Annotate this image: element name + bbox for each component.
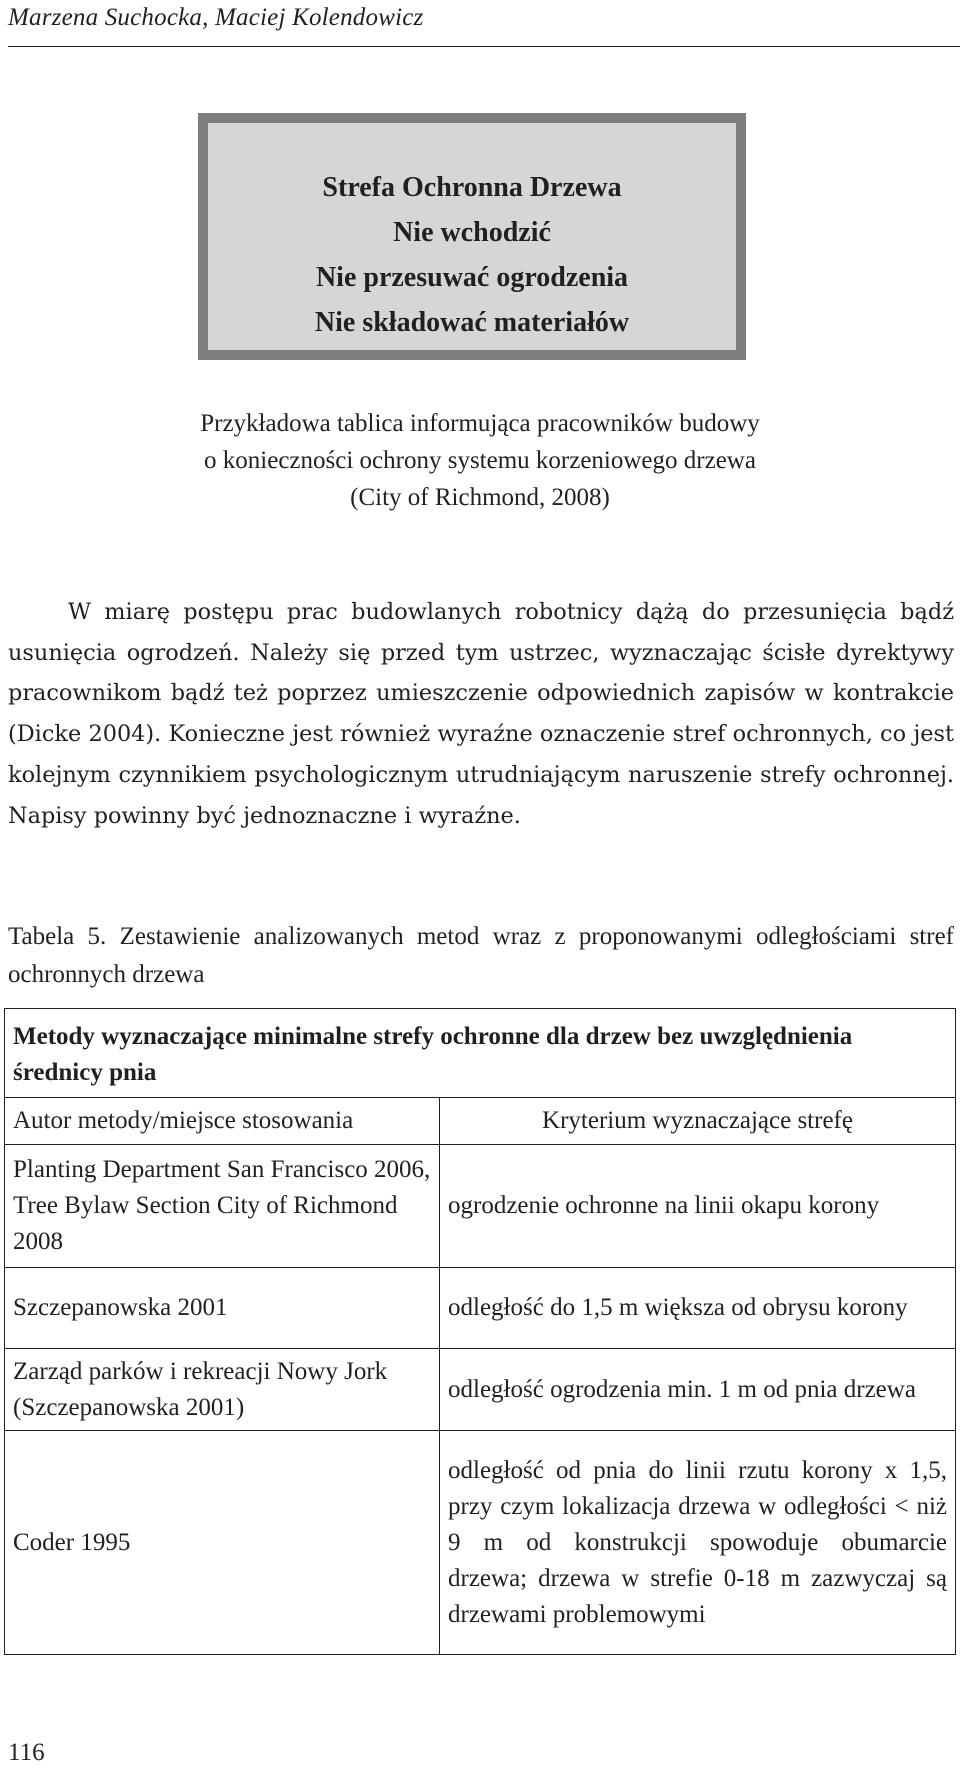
column-header-criterion: Kryterium wyznaczające strefę [440,1098,956,1145]
criterion-cell: odległość ogrodzenia min. 1 m od pnia drzewa [440,1349,956,1431]
table-row [5,1349,956,1431]
sign-line: Strefa Ochronna Drzewa [322,172,622,203]
table-heading: Metody wyznaczające minimalne strefy ochronne dla drzew bez uwzględnienia średnicy pnia [5,1009,956,1098]
body-paragraph: W miarę postępu prac budowlanych robotnicy dążą do przesunięcia bądź usunięcia ogrodzeń. Należy się przed tym ustrzec, wyznaczając ścisłe dyrektywy pracownikom bądź też poprzez umieszczenie odpowiednich zapisów w kontrakcie (Dicke 2004). Konieczne jest również wyraźne oznaczenie stref ochronnych, co jest kolejnym czynnikiem psychologicznym utrudniającym naruszenie strefy ochronnej. Napisy powinny być jednoznaczne i wyraźne. [8,599,954,829]
table-heading-row [5,1009,956,1098]
figure-caption-line: (City of Richmond, 2008) [350,484,610,511]
figure-caption-line: Przykładowa tablica informująca pracowników budowy [200,410,760,437]
sign-line: Nie wchodzić [393,217,551,248]
criterion-cell: ogrodzenie ochronne na linii okapu korony [440,1145,956,1268]
author-cell: Coder 1995 [5,1431,440,1655]
methods-table [4,1008,956,1655]
page-number: 116 [8,1739,45,1766]
protection-zone-sign [198,113,746,360]
sign-line: Nie przesuwać ogrodzenia [315,262,629,293]
author-cell: Szczepanowska 2001 [5,1268,440,1349]
table-row [5,1431,956,1655]
table-caption: Tabela 5. Zestawienie analizowanych metod wraz z proponowanymi odległościami stref ochronnych drzewa [8,923,954,988]
header-rule [8,46,960,47]
figure-caption [0,405,960,516]
author-cell: Zarząd parków i rekreacji Nowy Jork (Szczepanowska 2001) [5,1349,440,1431]
sign-text [208,165,736,345]
table-column-header-row [5,1098,956,1145]
criterion-cell: odległość do 1,5 m większa od obrysu korony [440,1268,956,1349]
criterion-cell: odległość od pnia do linii rzutu korony x 1,5, przy czym lokalizacja drzewa w odległości < niż 9 m od konstrukcji spowoduje obumarcie drzewa; drzewa w strefie 0-18 m zazwyczaj są drzewami problemowymi [440,1431,956,1655]
sign-line: Nie składować materiałów [314,307,630,338]
figure-caption-line: o konieczności ochrony systemu korzeniowego drzewa [204,447,756,474]
table-row [5,1145,956,1268]
author-cell: Planting Department San Francisco 2006, Tree Bylaw Section City of Richmond 2008 [5,1145,440,1268]
running-header-authors: Marzena Suchocka, Maciej Kolendowicz [8,4,424,31]
table-row [5,1268,956,1349]
column-header-author: Autor metody/miejsce stosowania [5,1098,440,1145]
